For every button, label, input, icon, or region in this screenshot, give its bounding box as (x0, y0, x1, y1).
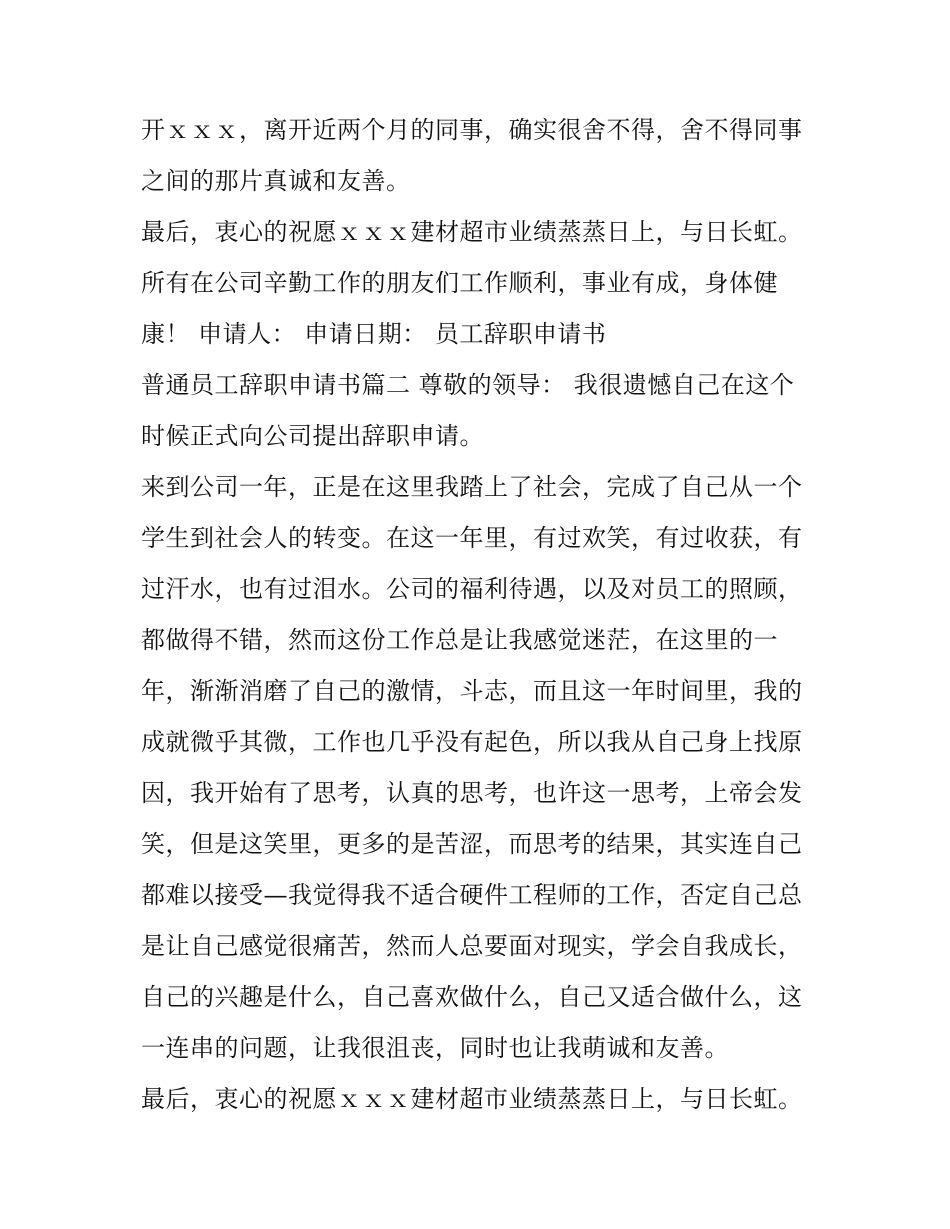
text-line: 年，渐渐消磨了自己的激情，斗志，而且这一年时间里，我的 (141, 677, 803, 705)
text-line: 之间的那片真诚和友善。 (141, 167, 411, 195)
text-line: 是让自己感觉很痛苦，然而人总要面对现实，学会自我成长， (141, 932, 803, 960)
text-line: 都难以接受—我觉得我不适合硬件工程师的工作，否定自己总 (141, 881, 803, 909)
text-line: 普通员工辞职申请书篇二 尊敬的领导： 我很遗憾自己在这个 (141, 371, 795, 399)
text-line: 最后，衷心的祝愿ｘｘｘ建材超市业绩蒸蒸日上，与日长虹。 (141, 218, 803, 246)
text-line: 笑，但是这笑里，更多的是苦涩，而思考的结果，其实连自己 (141, 830, 803, 858)
text-line: 都做得不错，然而这份工作总是让我感觉迷茫，在这里的一 (141, 626, 778, 654)
text-line: 康！ 申请人： 申请日期： 员工辞职申请书 (141, 320, 607, 348)
text-line: 开ｘｘｘ，离开近两个月的同事，确实很舍不得，舍不得同事 (141, 116, 803, 144)
text-line: 过汗水，也有过泪水。公司的福利待遇，以及对员工的照顾， (141, 575, 803, 603)
text-line: 成就微乎其微，工作也几乎没有起色，所以我从自己身上找原 (141, 728, 803, 756)
text-line: 来到公司一年，正是在这里我踏上了社会，完成了自己从一个 (141, 473, 803, 501)
text-line: 学生到社会人的转变。在这一年里，有过欢笑，有过收获，有 (141, 524, 803, 552)
text-line: 一连串的问题，让我很沮丧，同时也让我萌诚和友善。 (141, 1034, 729, 1062)
text-line: 最后，衷心的祝愿ｘｘｘ建材超市业绩蒸蒸日上，与日长虹。 (141, 1085, 803, 1113)
text-line: 因，我开始有了思考，认真的思考，也许这一思考，上帝会发 (141, 779, 803, 807)
text-line: 所有在公司辛勤工作的朋友们工作顺利，事业有成，身体健 (141, 269, 778, 297)
text-line: 时候正式向公司提出辞职申请。 (141, 422, 484, 450)
text-line: 自己的兴趣是什么，自己喜欢做什么，自己又适合做什么，这 (141, 983, 803, 1011)
